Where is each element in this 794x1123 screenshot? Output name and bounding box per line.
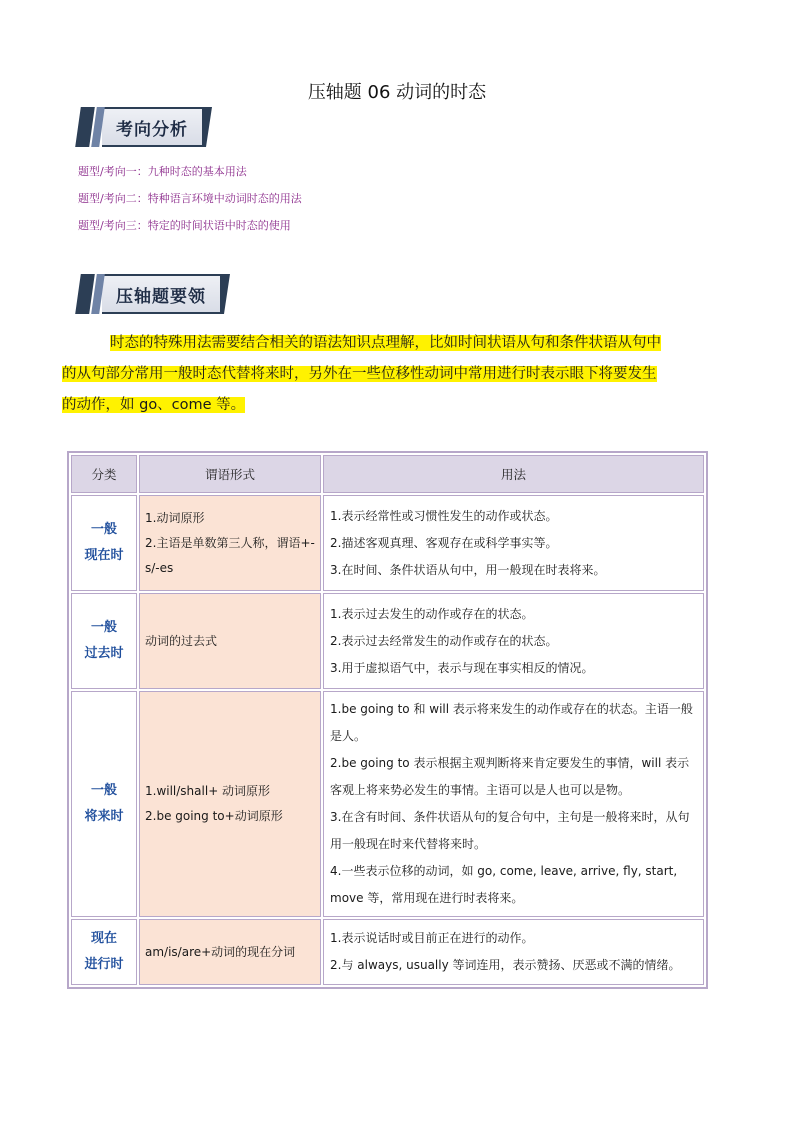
table-row: [71, 691, 704, 917]
topic-item: 题型/考向三：特定的时间状语中时态的使用: [78, 219, 291, 232]
intro-paragraph: [62, 328, 722, 421]
form-line: 2.be going to+动词原形: [145, 809, 283, 823]
page-title: 压轴题 06 动词的时态: [307, 82, 487, 103]
usage-line: 1.表示经常性或习惯性发生的动作或状态。: [330, 508, 558, 523]
usage-line: 2.be going to 表示根据主观判断将来肯定要发生的事情，will 表示客观上将来势必发生的事情。主语可以是人也可以是物。: [330, 756, 690, 797]
usage-line: 1.表示过去发生的动作或存在的状态。: [330, 606, 534, 621]
usage-line: 1.表示说话时或目前正在进行的动作。: [330, 931, 534, 945]
column-header: 分类: [71, 455, 137, 493]
category-line: 过去时: [84, 646, 124, 661]
usage-line: 1.be going to 和 will 表示将来发生的动作或存在的状态。主语一般是人。: [330, 702, 693, 743]
usage-cell: [323, 593, 704, 689]
topic-item: 题型/考向二：特种语言环境中动词时态的用法: [78, 192, 302, 205]
section-heading: 压轴题要领: [102, 274, 220, 314]
column-header: 谓语形式: [139, 455, 321, 493]
intro-line: 的动作，如 go、come 等。: [62, 397, 246, 413]
section-heading: 考向分析: [102, 107, 202, 147]
category-line: 将来时: [84, 809, 124, 824]
tense-table: [67, 451, 708, 989]
predicate-form: [139, 919, 321, 985]
usage-cell: [323, 691, 704, 917]
form-line: 1.will/shall+ 动词原形: [145, 784, 271, 798]
section-banner-key-points: [78, 274, 230, 314]
category-line: 一般: [90, 783, 117, 798]
usage-line: 3.在含有时间、条件状语从句的复合句中，主句是一般将来时，从句用一般现在时来代替将来时。: [330, 810, 690, 851]
usage-line: 2.表示过去经常发生的动作或存在的状态。: [330, 633, 558, 648]
table-header-row: [71, 455, 704, 493]
usage-line: 4.一些表示位移的动词，如 go, come, leave, arrive, fly, start, move 等，常用现在进行时表将来。: [330, 864, 678, 905]
usage-cell: [323, 495, 704, 591]
form-line: 动词的过去式: [145, 633, 218, 648]
banner-cap: [202, 107, 212, 147]
banner-cap: [220, 274, 230, 314]
usage-line: 2.描述客观真理、客观存在或科学事实等。: [330, 535, 558, 550]
category-line: 一般: [90, 522, 117, 537]
form-line: am/is/are+动词的现在分词: [145, 944, 296, 959]
tense-category: [71, 919, 137, 985]
topic-item: 题型/考向一：九种时态的基本用法: [78, 165, 247, 178]
tense-category: [71, 495, 137, 591]
table-row: [71, 919, 704, 985]
category-line: 进行时: [84, 957, 124, 972]
usage-cell: [323, 919, 704, 985]
predicate-form: [139, 593, 321, 689]
table-row: [71, 495, 704, 591]
column-header: 用法: [323, 455, 704, 493]
category-line: 一般: [90, 620, 117, 635]
usage-line: 2.与 always, usually 等词连用，表示赞扬、厌恶或不满的情绪。: [330, 958, 681, 972]
usage-line: 3.用于虚拟语气中，表示与现在事实相反的情况。: [330, 660, 594, 675]
usage-line: 3.在时间、条件状语从句中，用一般现在时表将来。: [330, 562, 606, 577]
tense-category: [71, 691, 137, 917]
form-line: 1.动词原形: [145, 510, 205, 525]
intro-line: 的从句部分常用一般时态代替将来时，另外在一些位移性动词中常用进行时表示眼下将要发生: [62, 366, 657, 382]
tense-category: [71, 593, 137, 689]
predicate-form: [139, 691, 321, 917]
form-line: 2.主语是单数第三人称，谓语+-s/-es: [145, 535, 315, 575]
table-row: [71, 593, 704, 689]
section-banner-analysis: [78, 107, 212, 147]
category-line: 现在: [90, 931, 117, 946]
intro-line: 时态的特殊用法需要结合相关的语法知识点理解，比如时间状语从句和条件状语从句中: [110, 335, 661, 351]
category-line: 现在时: [84, 548, 124, 563]
predicate-form: [139, 495, 321, 591]
